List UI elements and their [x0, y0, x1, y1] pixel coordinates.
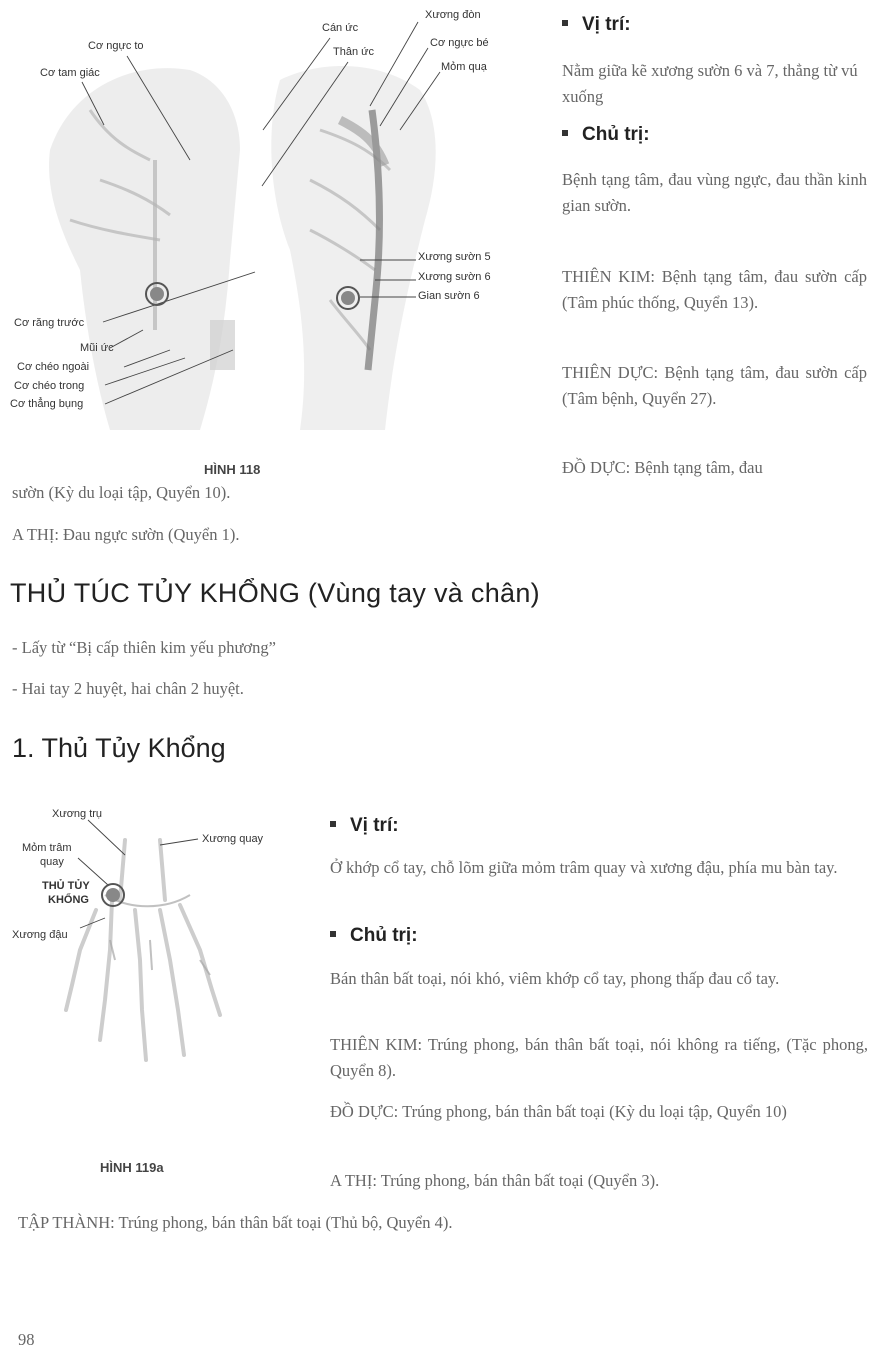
tap-thanh-text: TẬP THÀNH: Trúng phong, bán thân bất toại (Thủ bộ, Quyển 4).	[18, 1213, 453, 1232]
label-xuong-quay: Xương quay	[202, 833, 264, 845]
label-mom-tram-1: Mỏm trâm	[22, 842, 72, 854]
label-xuong-tru: Xương trụ	[52, 808, 103, 820]
chu-tri-heading-top: Chủ trị:	[562, 124, 650, 146]
chu-tri-heading-bottom: Chủ trị:	[330, 925, 418, 947]
vi-tri-text-top: Nằm giữa kẽ xương sườn 6 và 7, thẳng từ vú xuống	[562, 61, 858, 106]
figure-119a	[0, 800, 300, 1110]
label-co-nguc-be: Cơ ngực bé	[430, 37, 489, 49]
do-duc-text-top: ĐỒ DỰC: Bệnh tạng tâm, đau	[562, 458, 763, 477]
thien-duc-text-top: THIÊN DỰC: Bệnh tạng tâm, đau sườn cấp (Tâm bệnh, Quyển 27).	[562, 363, 867, 408]
sub-heading: 1. Thủ Tủy Khổng	[12, 733, 226, 763]
do-duc-text-bottom: ĐỒ DỰC: Trúng phong, bán thân bất toại (Kỳ du loại tập, Quyển 10)	[330, 1102, 787, 1121]
label-mom-tram-2: quay	[40, 856, 64, 868]
label-xuong-don: Xương đòn	[425, 9, 481, 21]
do-duc-continued: sườn (Kỳ du loại tập, Quyển 10).	[12, 483, 231, 502]
label-co-nguc-to: Cơ ngực to	[88, 40, 144, 52]
label-xuong-suon-6: Xương sườn 6	[418, 271, 491, 283]
label-co-cheo-ngoai: Cơ chéo ngoài	[17, 361, 90, 373]
figure-118	[0, 0, 530, 480]
vi-tri-heading-bottom: Vị trí:	[330, 815, 399, 837]
label-mom-qua: Mỏm quạ	[441, 61, 487, 73]
label-co-rang-truoc: Cơ răng trước	[14, 317, 85, 329]
figure-119a-caption: HÌNH 119a	[100, 1160, 164, 1175]
bullet-icon	[562, 130, 568, 136]
label-xuong-dau: Xương đậu	[12, 929, 68, 941]
label-than-uc: Thân ức	[333, 46, 374, 58]
vi-tri-heading-top: Vị trí:	[562, 14, 631, 36]
bullet-icon	[330, 931, 336, 937]
label-xuong-suon-5: Xương sườn 5	[418, 251, 491, 263]
label-co-thang-bung: Cơ thẳng bụng	[10, 398, 84, 410]
chu-tri-text-top: Bệnh tạng tâm, đau vùng ngực, đau thần kinh gian sườn.	[562, 170, 867, 215]
main-heading: THỦ TÚC TỦY KHỔNG (Vùng tay và chân)	[10, 578, 540, 608]
bullet-icon	[330, 821, 336, 827]
chu-tri-text-bottom: Bán thân bất toại, nói khó, viêm khớp cổ tay, phong thấp đau cổ tay.	[330, 969, 780, 988]
label-thu-tuy-1: THỦ TỦY	[42, 880, 90, 892]
a-thi-text-top: A THỊ: Đau ngực sườn (Quyển 1).	[12, 525, 240, 544]
label-can-uc: Cán ức	[322, 22, 359, 34]
label-gian-suon-6: Gian sườn 6	[418, 290, 480, 302]
bullet-icon	[562, 20, 568, 26]
label-co-tam-giac: Cơ tam giác	[40, 67, 100, 79]
a-thi-text-bottom: A THỊ: Trúng phong, bán thân bất toại (Quyển 3).	[330, 1171, 660, 1190]
intro-line-1: - Lấy từ “Bị cấp thiên kim yếu phương”	[12, 638, 276, 657]
figure-118-caption: HÌNH 118	[204, 462, 261, 477]
label-co-cheo-trong: Cơ chéo trong	[14, 380, 85, 392]
vi-tri-text-bottom: Ở khớp cổ tay, chỗ lõm giữa mỏm trâm quay và xương đậu, phía mu bàn tay.	[330, 858, 838, 877]
page-number: 98	[18, 1330, 35, 1349]
thien-kim-text-top: THIÊN KIM: Bệnh tạng tâm, đau sườn cấp (Tâm phúc thống, Quyển 13).	[562, 267, 867, 312]
label-mui-uc: Mũi ức	[80, 342, 114, 354]
label-thu-tuy-2: KHỔNG	[48, 894, 89, 906]
thien-kim-text-bottom: THIÊN KIM: Trúng phong, bán thân bất toại, nói không ra tiếng, (Tặc phong, Quyển 8).	[330, 1035, 868, 1080]
intro-line-2: - Hai tay 2 huyệt, hai chân 2 huyệt.	[12, 679, 244, 698]
